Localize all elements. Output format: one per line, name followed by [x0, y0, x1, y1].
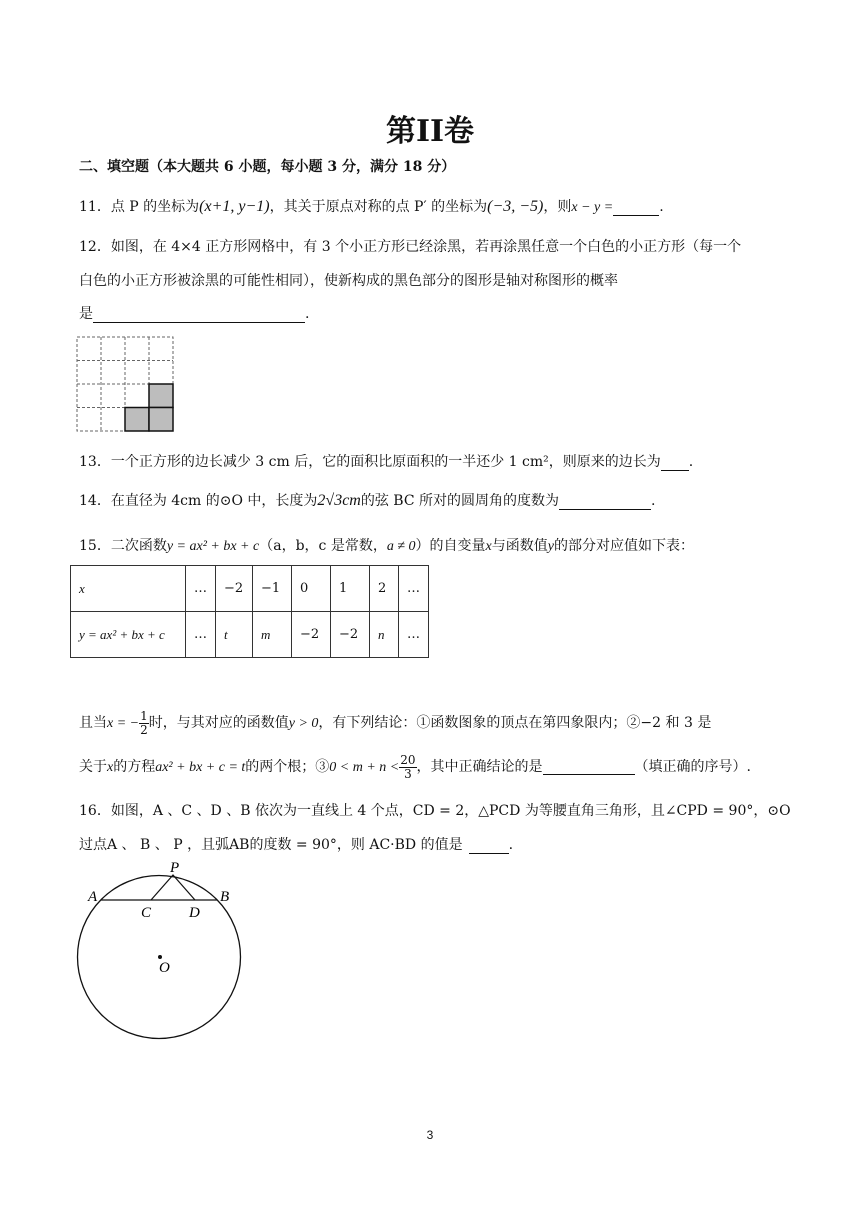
q16-answer-blank[interactable] [469, 839, 509, 854]
table-cell: … [186, 612, 216, 658]
q11-answer-blank[interactable] [613, 201, 659, 216]
table-cell: 0 [292, 566, 331, 612]
table-row [71, 566, 429, 612]
q15-math-a: y = ax² + bx + c [166, 539, 260, 554]
q11-text-a: 点 P 的坐标为 [110, 199, 200, 215]
q15-conditions-line2 [79, 752, 751, 783]
q12-grid-figure [76, 336, 178, 434]
q15-cond-a: 且当 [79, 715, 107, 731]
q15-number: 15． [79, 538, 111, 554]
label-d: D [189, 905, 200, 921]
q14-text-a: 在直径为 4cm 的⊙O 中，长度为 [110, 493, 318, 509]
q15-answer-blank[interactable] [543, 760, 635, 775]
q15-line2-math: x [107, 760, 114, 775]
q15-line2-b: 的方程 [113, 759, 156, 775]
q15-line2-d: ，其中正确结论的是 [416, 759, 543, 775]
q14-answer-blank[interactable] [559, 495, 651, 510]
table-cell: −2 [331, 612, 370, 658]
q15-text-e: 的部分对应值如下表： [553, 538, 694, 554]
fraction-denominator: 2 [140, 722, 148, 737]
fraction-numerator: 20 [400, 752, 416, 767]
q15-line2-eq: ax² + bx + c = t [155, 760, 246, 775]
q15-cond-c: ，有下列结论：①函数图象的顶点在第四象限内；②−2 和 3 是 [318, 715, 712, 731]
table-cell: … [399, 612, 429, 658]
question-11 [79, 196, 664, 216]
q15-cond-b: 时，与其对应的函数值 [148, 715, 289, 731]
q12-end: . [305, 306, 310, 322]
table-cell: n [370, 612, 399, 658]
table-cell: t [216, 612, 253, 658]
label-p: P [170, 860, 180, 876]
table-cell: 2 [370, 566, 399, 612]
q11-end: . [659, 199, 664, 215]
q11-math-b: (−3, −5) [487, 198, 544, 215]
question-15 [79, 535, 694, 555]
label-c: C [141, 905, 152, 921]
table-cell: −2 [216, 566, 253, 612]
q15-cond-math: x = − [107, 716, 140, 731]
question-16-line2 [79, 834, 513, 854]
question-16-line1 [79, 800, 791, 820]
q15-math-b: a ≠ 0 [386, 539, 416, 554]
q13-text: 一个正方形的边长减少 3 cm 后，它的面积比原面积的一半还少 1 cm²，则原来的边长为 [110, 454, 661, 470]
q13-number: 13． [79, 454, 111, 470]
q12-shaded-square [125, 408, 149, 432]
q15-math-c: x [485, 539, 492, 554]
q14-end: . [651, 493, 656, 509]
q15-text-b: （a，b，c 是常数， [259, 538, 387, 554]
question-12-line1 [79, 236, 741, 256]
q15-conditions-line1 [79, 708, 711, 739]
q15-cond-math2: y > 0 [288, 716, 319, 731]
q11-math-c: x − y = [571, 200, 614, 215]
q12-line3: 是 [79, 306, 93, 322]
center-point [158, 955, 162, 959]
question-12-line3 [79, 303, 309, 323]
q11-text-c: ，则 [543, 199, 572, 215]
q12-shaded-square [149, 384, 173, 408]
q14-text-b: 的弦 BC 所对的圆周角的度数为 [360, 493, 560, 509]
q15-text-a: 二次函数 [110, 538, 167, 554]
label-b: B [220, 889, 230, 905]
table-cell: y = ax² + bx + c [71, 612, 186, 658]
q16-end: . [508, 837, 514, 853]
table-cell: −2 [292, 612, 331, 658]
q13-end: . [688, 454, 694, 470]
q15-line2-a: 关于 [79, 759, 107, 775]
q12-shaded-square [149, 408, 173, 432]
q14-math: 2√3cm [317, 492, 361, 509]
label-o: O [159, 960, 170, 976]
q15-value-table [70, 565, 429, 658]
q12-answer-blank[interactable] [93, 308, 305, 323]
q12-line1: 如图，在 4×4 正方形网格中，有 3 个小正方形已经涂黑，若再涂黑任意一个白色的小正方形（每一个 [110, 239, 742, 255]
q11-math-a: (x+1, y−1) [199, 198, 270, 215]
fraction-denominator: 3 [404, 766, 412, 781]
q12-line2: 白色的小正方形被涂黑的可能性相同），使新构成的黑色部分的图形是轴对称图形的概率 [79, 273, 618, 289]
q16-circle-figure [70, 855, 260, 1045]
table-cell: x [71, 566, 186, 612]
q15-line2-c: 的两个根；③ [245, 759, 330, 775]
table-cell: m [253, 612, 292, 658]
question-14 [79, 490, 655, 510]
label-a: A [88, 889, 98, 905]
table-cell: … [186, 566, 216, 612]
table-cell: 1 [331, 566, 370, 612]
q15-math-d: y [547, 539, 554, 554]
page-number: 3 [426, 1128, 434, 1142]
section-header: 二、填空题（本大题共 6 小题，每小题 3 分，满分 18 分） [79, 159, 456, 175]
q16-line2: 过点A 、 B 、 P ，且弧AB的度数 = 90°，则 AC·BD 的值是 [79, 837, 463, 853]
q15-line2-e: （填正确的序号）. [634, 759, 751, 775]
q15-fraction [139, 710, 149, 737]
q16-line1: 如图，A 、C 、D 、B 依次为一直线上 4 个点，CD = 2，△PCD 为等腰直角三角形，且∠CPD = 90°，⊙O [110, 803, 791, 819]
q15-text-c: ）的自变量 [415, 538, 486, 554]
q15-line2-ineq: 0 < m + n < [329, 760, 400, 775]
q11-number: 11． [79, 199, 111, 215]
page-title: 第II卷 [385, 114, 475, 149]
q12-number: 12． [79, 239, 111, 255]
fraction-numerator: 1 [140, 708, 148, 723]
table-cell: … [399, 566, 429, 612]
table-cell: −1 [253, 566, 292, 612]
q15-fraction-2 [399, 754, 416, 781]
q11-text-b: ，其关于原点对称的点 P′ 的坐标为 [269, 199, 488, 215]
q13-answer-blank[interactable] [661, 456, 689, 471]
q16-number: 16． [79, 803, 111, 819]
q14-number: 14． [79, 493, 111, 509]
table-row [71, 612, 429, 658]
triangle-pcd [151, 875, 195, 900]
q15-text-d: 与函数值 [491, 538, 548, 554]
question-13 [79, 451, 693, 471]
